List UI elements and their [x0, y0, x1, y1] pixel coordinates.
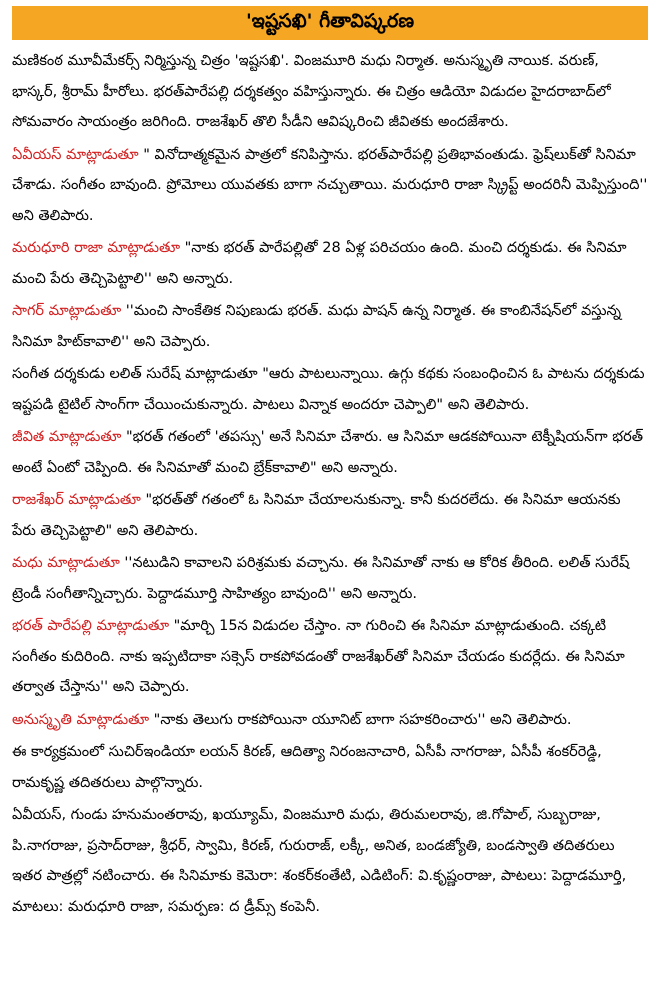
- paragraph-text: "మార్చి 15న విడుదల చేస్తాం. నా గురించి ఈ సినిమా మాట్లాడుతుంది. చక్కటి సంగీతం కుదిరింది. నాకు ఇప్పటిదాకా సక్సెస్ రాకపోవడంతో రాజశేఖర్‌తో సినిమా చేయడం కుదర్లేదు. ఈ సినిమా తర్వాత చేస్తాను'' అని చెప్పారు.: [12, 618, 625, 695]
- paragraph-text: ''నటుడిని కావాలని పరిశ్రమకు వచ్చాను. ఈ సినిమాతో నాకు ఆ కోరిక తీరింది. లలిత్ సురేష్ ట్రెండీ సంగీతాన్నిచ్చారు. పెద్దాడమూర్తి సాహిత్యం బావుంది'' అని అన్నారు.: [12, 555, 630, 602]
- paragraph-quote: [12, 485, 648, 546]
- paragraph-text: ఏవీయస్, గుండు హనుమంతరావు, ఖయ్యూమ్, వింజమూరి మధు, తిరుమలరావు, జి.గోపాల్, సుబ్బరాజు, పి.నాగరాజు, ప్రసాద్‌రాజు, శ్రీధర్, స్వామి, కిరణ్, గురురాజ్, లక్కీ, అనిత, బండజ్యోతి, బండస్వాతి తదితరులు ఇతర పాత్రల్లో నటించారు. ఈ సినిమాకు కెమెరా: శంకర్‌కంతేటి, ఎడిటింగ్: వి.కృష్ణంరాజు, పాటలు: పెద్దాడమూర్తి, మాటలు: మరుధూరి రాజా, సమర్పణ: ద డ్రీమ్స్ కంపెనీ.: [12, 807, 627, 915]
- paragraph-quote: [12, 296, 648, 357]
- paragraph-text: " వినోదాత్మకమైన పాత్రలో కనిపిస్తాను. భరత్‌పారేపల్లి ప్రతిభావంతుడు. ఫ్రెష్‌లుక్‌తో సినిమా చేశాడు. సంగీతం బావుంది. ప్రోమోలు యువతకు బాగా నచ్చుతాయి. మరుధూరి రాజా స్క్రిప్ట్ అందరినీ మెప్పిస్తుంది'' అని తెలిపారు.: [12, 146, 648, 224]
- article-title: 'ఇష్టసఖి' గీతావిష్కరణ: [245, 9, 415, 32]
- speaker-name: సంగీత దర్శకుడు లలిత్ సురేష్ మాట్లాడుతూ: [12, 366, 258, 382]
- speaker-name: అనుస్మృతి మాట్లాడుతూ: [12, 711, 150, 728]
- paragraph-intro: [12, 46, 648, 138]
- speaker-name: మధు మాట్లాడుతూ: [12, 555, 120, 571]
- speaker-name: సాగర్ మాట్లాడుతూ: [12, 303, 122, 319]
- paragraph-text: మణికంఠ మూవీమేకర్స్ నిర్మిస్తున్న చిత్రం 'ఇష్టసఖి'. వింజమూరి మధు నిర్మాత. అనుస్మృతి నాయిక. వరుణ్, భాస్కర్, శ్రీరామ్ హీరోలు. భరత్‌పారేపల్లి దర్శకత్వం వహిస్తున్నారు. ఈ చిత్రం ఆడియో విడుదల హైదరాబాద్‌లో సోమవారం సాయంత్రం జరిగింది. రాజశేఖర్ తొలి సీడీని ఆవిష్కరించి జీవితకు అందజేశారు.: [12, 53, 611, 130]
- paragraph-quote: [12, 140, 648, 232]
- paragraph-text: ''మంచి సాంకేతిక నిపుణుడు భరత్. మధు పాషన్ ఉన్న నిర్మాత. ఈ కాంబినేషన్‌లో వస్తున్న సినిమా హిట్‌కావాలి'' అని చెప్పారు.: [12, 303, 621, 350]
- paragraph-text: "ఆరు పాటలున్నాయి. ఉగ్గు కథకు సంబంధించిన ఓ పాటను దర్శకుడు ఇష్టపడి టైటిల్ సాంగ్‌గా చేయించుకున్నారు. పాటలు విన్నాక అందరూ చెప్పాలి" అని తెలిపారు.: [12, 366, 645, 413]
- paragraph-quote: [12, 705, 648, 736]
- paragraph-text: "నాకు తెలుగు రాకపోయినా యూనిట్ బాగా సహకరించారు'' అని తెలిపారు.: [149, 711, 572, 728]
- paragraph-quote: [12, 359, 648, 420]
- paragraph-quote: [12, 233, 648, 294]
- paragraph-text: "నాకు భరత్ పారేపల్లితో 28 ఏళ్ల పరిచయం ఉంది. మంచి దర్శకుడు. ఈ సినిమా మంచి పేరు తెచ్చిపెట్టాలి'' అని అన్నారు.: [12, 240, 627, 287]
- paragraph-text: "భరత్‌తో గతంలో ఓ సినిమా చేయాలనుకున్నా. కానీ కుదరలేదు. ఈ సినిమా ఆయనకు పేరు తెచ్చిపెట్టాలి" అని తెలిపారు.: [12, 492, 621, 539]
- speaker-name: భరత్ పారేపల్లి మాట్లాడుతూ: [12, 618, 170, 634]
- title-banner: [12, 6, 648, 40]
- paragraph-text: "భరత్ గతంలో 'తపస్సు' అనే సినిమా చేశారు. ఆ సినిమా ఆడకపోయినా టెక్నీషియన్‌గా భరత్ అంటే ఏంటో చెప్పింది. ఈ సినిమాతో మంచి బ్రేక్‌కావాలి" అని అన్నారు.: [12, 429, 643, 476]
- speaker-name: ఏవీయస్ మాట్లాడుతూ: [12, 146, 139, 163]
- paragraph-quote: [12, 548, 648, 609]
- speaker-name: రాజశేఖర్ మాట్లాడుతూ: [12, 492, 141, 508]
- paragraph-quote: [12, 611, 648, 703]
- paragraph-attendees: [12, 737, 648, 798]
- paragraph-credits: [12, 800, 648, 922]
- paragraph-quote: [12, 422, 648, 483]
- paragraph-text: ఈ కార్యక్రమంలో సుచిర్ఇండియా లయన్ కిరణ్, ఆదిత్యా నిరంజనాచారి, ఏసీపీ నాగరాజు, ఏసీపీ శంకర్‌రెడ్డి, రామకృష్ణ తదితరులు పాల్గొన్నారు.: [12, 744, 602, 791]
- speaker-name: జీవిత మాట్లాడుతూ: [12, 429, 122, 445]
- speaker-name: మరుధూరి రాజా మాట్లాడుతూ: [12, 240, 181, 256]
